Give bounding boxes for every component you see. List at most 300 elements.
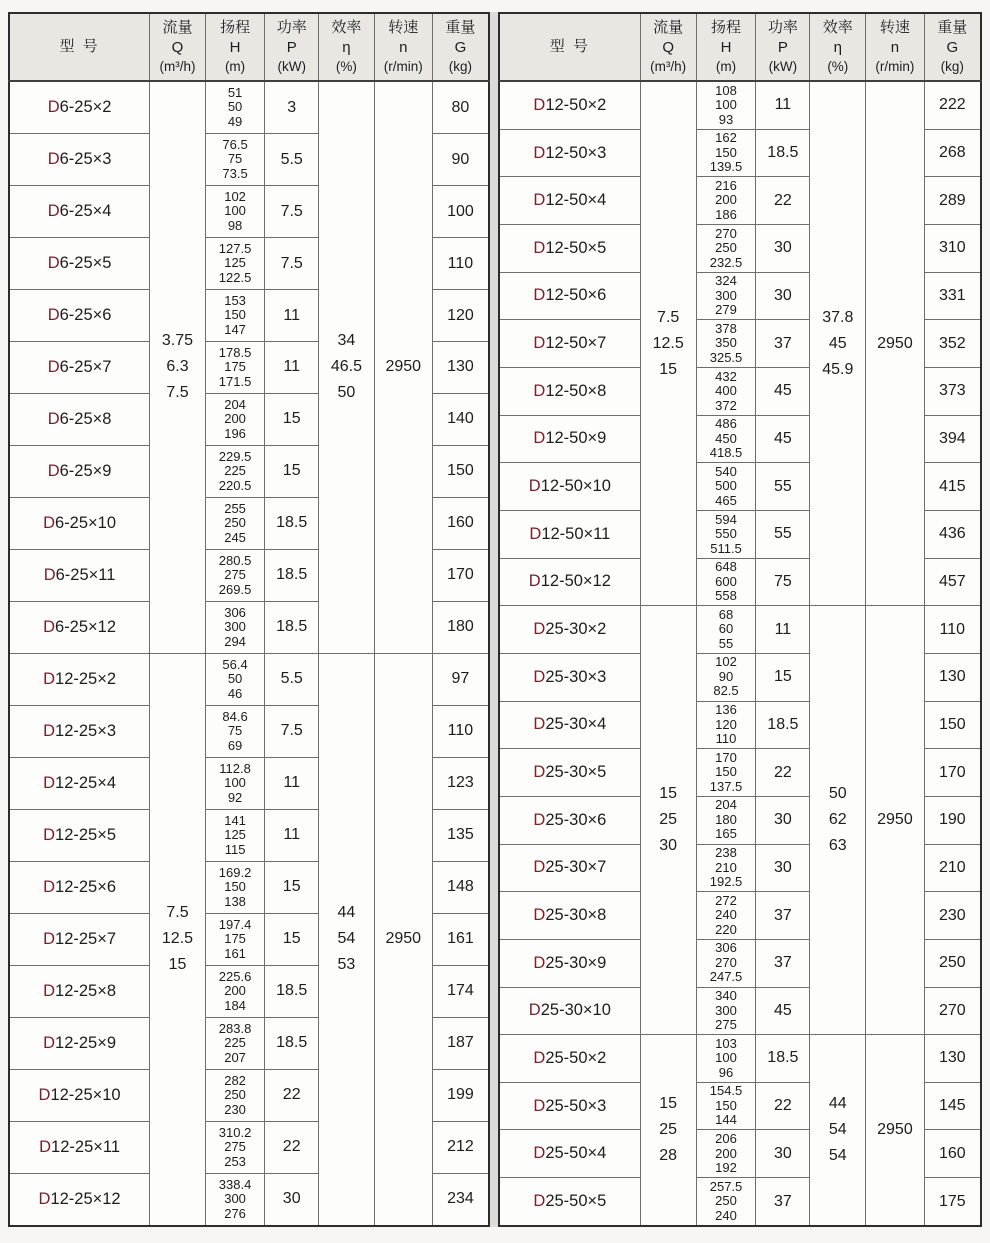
model-label: 12-50×7 [545,334,607,353]
model-cell [9,393,150,445]
model-series-letter: D [47,202,60,221]
power-cell: 18.5 [756,1035,810,1083]
value-line: 178.5 [218,344,252,360]
col-header-weight [924,13,981,81]
power-cell: 30 [756,1130,810,1178]
model-series-letter: D [43,981,56,1000]
value-line: 276 [224,1205,246,1221]
speed-cell: 2950 [866,81,924,606]
speed-cell: 2950 [866,1035,924,1226]
value-line: 306 [715,940,737,956]
value-line: 55 [718,635,734,651]
col-header-label: (m) [224,59,246,74]
value-line: 275 [224,567,246,583]
col-header-label: (kg) [940,59,964,74]
value-line: 144 [715,1112,737,1128]
value-line: 108 [715,82,737,98]
model-cell [499,939,640,987]
value-line: 125 [224,827,246,843]
value-line: 54 [337,930,356,948]
model-label: 12-50×5 [545,238,607,257]
head-cell [205,1173,265,1226]
value-line: 372 [715,397,737,413]
col-header-label: n [890,39,900,56]
model-series-letter: D [533,763,546,782]
weight-cell: 90 [432,134,489,186]
model-cell [499,510,640,558]
model-label: 12-25×8 [55,981,117,1000]
weight-cell: 170 [924,749,981,797]
table-row [499,81,981,129]
model-label: 12-50×9 [545,429,607,448]
model-cell [499,701,640,749]
model-cell [499,844,640,892]
value-line: 25 [659,811,678,829]
power-cell: 45 [756,367,810,415]
head-cell [696,844,756,892]
value-line: 250 [715,240,737,256]
model-cell [9,1173,150,1226]
value-line: 84.6 [222,708,248,724]
value-line: 120 [715,716,737,732]
col-header-speed [374,13,432,81]
model-series-letter: D [47,254,60,273]
model-label: 6-25×8 [59,409,112,428]
weight-cell: 222 [924,81,981,129]
model-cell [9,549,150,601]
weight-cell: 212 [432,1121,489,1173]
model-label: 25-30×4 [545,715,607,734]
power-cell: 11 [265,757,319,809]
model-label: 12-50×6 [545,286,607,305]
col-header-label: 型 号 [59,38,100,55]
speed-cell: 2950 [374,653,432,1226]
power-cell: 45 [756,987,810,1035]
weight-cell: 110 [924,606,981,654]
table-row [499,606,981,654]
power-cell: 18.5 [756,701,810,749]
col-header-label: (r/min) [383,59,423,74]
value-line: 162 [715,130,737,146]
table-divider [490,12,498,1227]
weight-cell: 436 [924,510,981,558]
value-line: 300 [224,619,246,635]
model-series-letter: D [38,1085,51,1104]
weight-cell: 148 [432,861,489,913]
value-line: 300 [715,1002,737,1018]
value-line: 310.2 [218,1124,252,1140]
model-label: 12-25×4 [55,773,117,792]
model-label: 6-25×5 [59,254,112,273]
value-line: 12.5 [652,334,684,352]
value-line: 53 [337,956,356,974]
value-line: 200 [715,192,737,208]
model-series-letter: D [533,1048,546,1067]
value-line: 206 [715,1131,737,1147]
power-cell: 22 [265,1121,319,1173]
col-header-label: H [720,39,732,56]
value-line: 294 [224,633,246,649]
weight-cell: 80 [432,81,489,134]
table-row [499,1035,981,1083]
value-line: 7.5 [166,904,189,922]
col-header-flow [150,13,206,81]
model-cell [499,225,640,273]
model-label: 6-25×6 [59,306,112,324]
power-cell: 55 [756,510,810,558]
col-header-label: (m) [715,59,737,74]
model-series-letter: D [533,620,546,639]
power-cell: 11 [756,81,810,129]
model-label: 12-50×2 [545,95,607,114]
weight-cell: 331 [924,272,981,320]
pump-spec-sheet [8,12,982,1227]
model-cell [9,653,150,705]
power-cell: 18.5 [265,549,319,601]
value-line: 68 [718,606,734,622]
head-cell [205,134,265,186]
col-header-speed [866,13,924,81]
value-line: 54 [828,1147,847,1165]
value-line: 450 [715,430,737,446]
power-cell: 37 [756,892,810,940]
value-line: 465 [715,492,737,508]
header-row [9,13,489,81]
col-header-label: 转速 [388,19,419,36]
value-line: 50 [227,671,243,687]
model-label: 25-30×2 [545,620,607,639]
col-header-model [499,13,640,81]
col-header-label: G [454,39,467,56]
power-cell: 18.5 [265,1017,319,1069]
model-label: 12-25×3 [55,721,117,740]
model-series-letter: D [47,98,60,117]
head-cell [696,796,756,844]
model-cell [9,809,150,861]
model-cell [9,134,150,186]
col-header-label: n [399,39,408,56]
model-cell [499,367,640,415]
model-series-letter: D [533,1192,546,1211]
model-cell [9,497,150,549]
value-line: 270 [715,225,737,241]
value-line: 37.8 [822,308,854,326]
value-line: 92 [227,789,243,805]
head-cell [205,601,265,653]
value-line: 240 [715,1207,737,1223]
model-label: 25-50×4 [545,1144,607,1163]
power-cell: 5.5 [265,653,319,705]
model-label: 6-25×7 [59,357,112,376]
value-line: 558 [715,588,737,604]
model-series-letter: D [528,572,541,591]
value-line: 82.5 [713,683,739,699]
head-cell [205,393,265,445]
power-cell: 18.5 [265,601,319,653]
table-header [9,13,489,81]
head-cell [205,549,265,601]
value-line: 200 [224,983,246,999]
model-cell [499,177,640,225]
value-line: 600 [715,573,737,589]
value-line: 325.5 [709,349,743,365]
power-cell: 30 [265,1173,319,1226]
model-cell [499,796,640,844]
power-cell: 15 [265,393,319,445]
table-header [499,13,981,81]
model-cell [9,861,150,913]
value-line: 200 [224,411,246,427]
model-label: 12-25×11 [51,1137,121,1156]
model-cell [499,129,640,177]
value-line: 44 [828,1095,847,1113]
model-label: 25-30×5 [545,763,607,782]
value-line: 230 [224,1101,246,1117]
col-header-label: 扬程 [711,19,742,36]
power-cell: 22 [756,1082,810,1130]
head-cell [696,987,756,1035]
power-cell: 18.5 [265,497,319,549]
value-line: 324 [715,273,737,289]
col-header-label: 流量 [653,19,684,36]
model-label: 25-50×5 [545,1192,607,1211]
value-line: 280.5 [218,552,252,568]
head-cell [696,558,756,606]
value-line: 283.8 [218,1020,252,1036]
weight-cell: 130 [432,342,489,394]
model-label: 12-25×6 [55,877,117,896]
value-line: 138 [224,893,246,909]
value-line: 112.8 [219,760,251,776]
value-line: 270 [715,954,737,970]
model-cell [499,463,640,511]
value-line: 15 [659,1095,678,1113]
value-line: 147 [224,321,246,337]
weight-cell: 190 [924,796,981,844]
model-cell [499,987,640,1035]
spec-table-right [498,12,982,1227]
col-header-label: Q [171,39,184,56]
model-label: 6-25×2 [59,98,112,117]
col-header-model [9,13,150,81]
value-line: 225.6 [218,968,252,984]
value-line: 232.5 [709,254,743,270]
weight-cell: 310 [924,225,981,273]
weight-cell: 373 [924,367,981,415]
value-line: 269.5 [218,581,252,597]
value-line: 150 [715,1097,737,1113]
model-series-letter: D [528,477,541,496]
head-cell [696,939,756,987]
model-series-letter: D [38,1189,51,1208]
head-cell [696,653,756,701]
power-cell: 7.5 [265,705,319,757]
head-cell [205,757,265,809]
model-label: 25-30×8 [545,906,607,925]
col-header-label: (%) [827,59,849,74]
table-row [9,653,489,705]
weight-cell: 234 [432,1173,489,1226]
model-label: 6-25×10 [55,513,117,532]
efficiency-cell [319,653,375,1226]
weight-cell: 457 [924,558,981,606]
model-series-letter: D [533,95,546,114]
col-header-label: Q [662,39,674,56]
power-cell: 3 [265,81,319,134]
power-cell: 37 [756,320,810,368]
weight-cell: 199 [432,1069,489,1121]
value-line: 25 [659,1121,678,1139]
value-line: 45.9 [822,360,854,378]
model-cell [9,1121,150,1173]
model-label: 12-50×4 [545,191,607,210]
head-cell [205,290,265,342]
value-line: 180 [715,811,737,827]
efficiency-cell [810,1035,866,1226]
value-line: 102 [224,188,246,204]
value-line: 127.5 [218,240,252,256]
value-line: 648 [715,559,737,575]
model-label: 12-25×12 [50,1189,121,1208]
model-series-letter: D [47,409,60,428]
col-header-power [265,13,319,81]
value-line: 161 [224,945,246,961]
head-cell [205,186,265,238]
col-header-label: η [833,39,842,56]
model-cell [9,238,150,290]
value-line: 186 [715,206,737,222]
model-series-letter: D [533,143,546,162]
model-cell [9,81,150,134]
value-line: 75 [227,723,243,739]
value-line: 139.5 [709,159,743,175]
value-line: 220 [715,921,737,937]
value-line: 136 [715,702,737,718]
col-header-head [205,13,265,81]
model-cell [499,892,640,940]
weight-cell: 110 [432,238,489,290]
model-cell [9,965,150,1017]
model-label: 6-25×11 [55,565,116,584]
value-line: 400 [715,383,737,399]
weight-cell: 140 [432,393,489,445]
value-line: 7.5 [657,308,680,326]
value-line: 15 [168,956,187,974]
model-series-letter: D [47,357,60,376]
col-header-label: P [777,39,788,56]
value-line: 75 [227,151,243,167]
model-series-letter: D [43,617,56,636]
head-cell [696,463,756,511]
head-cell [696,367,756,415]
value-line: 250 [715,1193,737,1209]
head-cell [205,342,265,394]
model-cell [499,415,640,463]
col-header-label: (m³/h) [650,59,687,74]
model-label: 25-30×3 [545,667,607,686]
value-line: 306 [224,604,246,620]
value-line: 96 [718,1064,734,1080]
model-label: 25-30×9 [545,953,607,972]
weight-cell: 130 [924,1035,981,1083]
value-line: 150 [224,879,246,895]
model-label: 6-25×3 [59,150,112,169]
model-series-letter: D [533,906,546,925]
col-header-label: 型 号 [549,38,590,55]
model-series-letter: D [39,1137,52,1156]
value-line: 418.5 [709,445,743,461]
value-line: 15 [659,360,678,378]
value-line: 300 [224,1191,246,1207]
weight-cell: 135 [432,809,489,861]
model-cell [499,653,640,701]
value-line: 110 [715,731,737,747]
value-line: 103 [715,1035,737,1051]
head-cell [696,892,756,940]
value-line: 100 [715,1050,737,1066]
value-line: 150 [224,307,246,323]
flow-cell [640,1035,696,1226]
value-line: 141 [224,812,246,828]
model-cell [9,1017,150,1069]
head-cell [205,1121,265,1173]
model-series-letter: D [533,667,546,686]
weight-cell: 175 [924,1178,981,1226]
model-series-letter: D [47,150,60,169]
value-line: 154.5 [709,1083,743,1099]
power-cell: 11 [756,606,810,654]
table-row [9,81,489,134]
power-cell: 11 [265,290,319,342]
weight-cell: 394 [924,415,981,463]
model-series-letter: D [533,286,546,305]
value-line: 225 [224,463,246,479]
head-cell [205,965,265,1017]
value-line: 125 [224,255,246,271]
value-line: 247.5 [709,969,743,985]
model-cell [499,1178,640,1226]
weight-cell: 161 [432,913,489,965]
weight-cell: 160 [432,497,489,549]
model-cell [499,558,640,606]
col-header-label: (r/min) [875,59,915,74]
value-line: 170 [715,749,737,765]
value-line: 184 [224,997,246,1013]
value-line: 200 [715,1145,737,1161]
model-label: 25-50×2 [545,1048,607,1067]
head-cell [696,272,756,320]
col-header-efficiency [810,13,866,81]
model-cell [499,1035,640,1083]
head-cell [696,749,756,797]
weight-cell: 415 [924,463,981,511]
model-series-letter: D [43,565,56,584]
value-line: 76.5 [222,136,248,152]
value-line: 28 [659,1147,678,1165]
value-line: 44 [337,904,356,922]
model-cell [499,606,640,654]
col-header-label: η [342,39,351,56]
value-line: 245 [224,529,246,545]
value-line: 253 [224,1153,246,1169]
head-cell [205,81,265,134]
value-line: 272 [715,892,737,908]
model-label: 12-25×10 [50,1085,121,1104]
head-cell [205,238,265,290]
value-line: 238 [715,845,737,861]
head-cell [205,445,265,497]
model-cell [9,601,150,653]
